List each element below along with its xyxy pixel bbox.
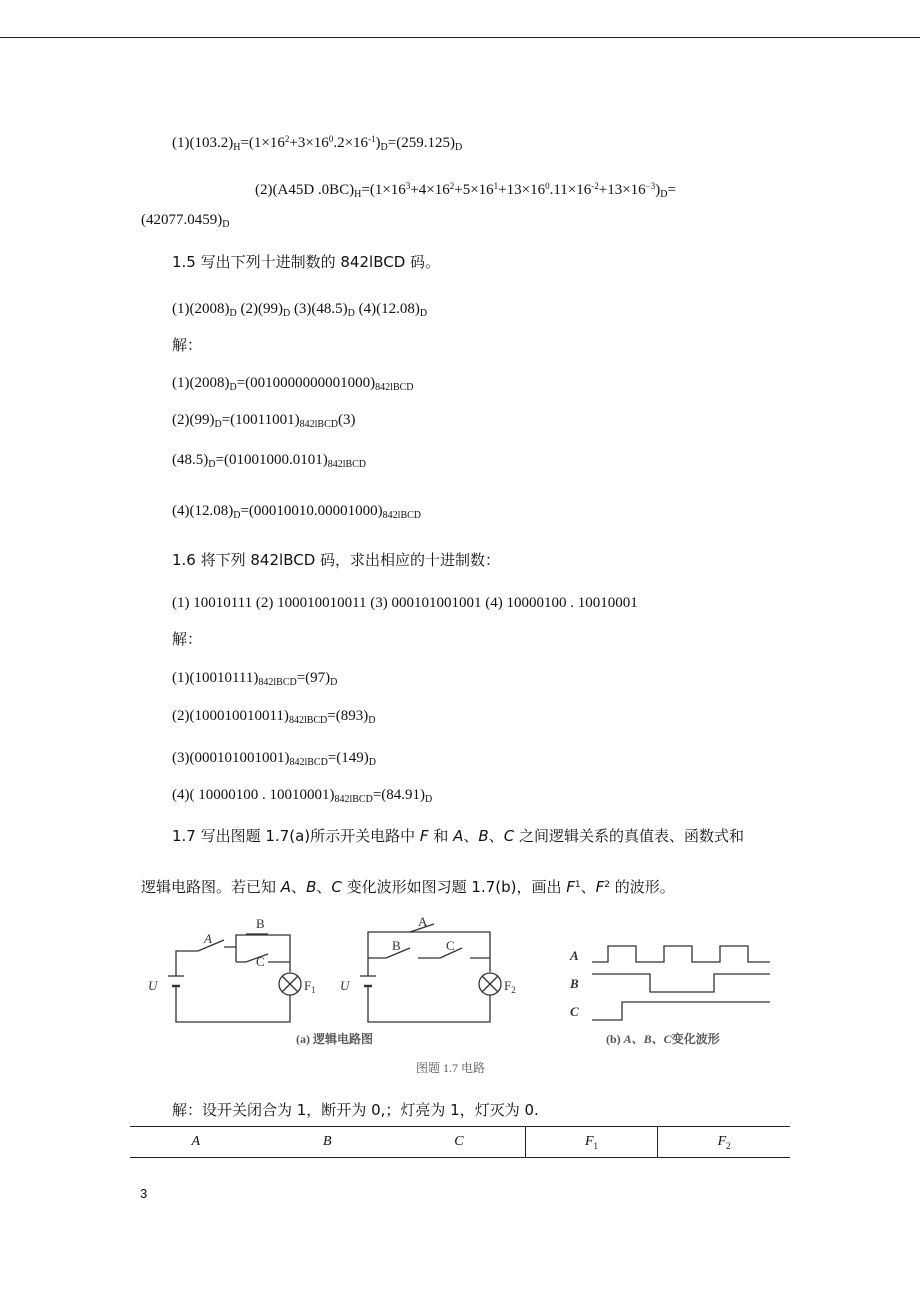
- truth-table: [130, 1126, 790, 1158]
- answer-1-5-3: $(48.5)_D=(01001000.0101)_{842lBCD}$: [172, 452, 367, 470]
- solution-1-7: 解：设开关闭合为 1，断开为 0,；灯亮为 1，灯灭为 0.: [172, 1101, 539, 1119]
- answer-1-5-4: $(4)(12.08)_D=(00010010.00001000)_{842lBCD}$: [172, 503, 422, 521]
- waveform-c: [592, 1002, 770, 1020]
- wire-b-outer: [368, 932, 490, 972]
- question-1-6: 1.6 将下列 842lBCD 码，求出相应的十进制数：: [172, 551, 501, 569]
- question-1-7-line-1: 1.7 写出图题 1.7(a)所示开关电路中 F 和 A、B、C 之间逻辑关系的真值表、函数式和: [172, 827, 744, 845]
- wire-a-top-left: [176, 951, 198, 972]
- page-number: 3: [140, 1186, 148, 1201]
- col-a: A: [130, 1127, 262, 1158]
- label-switch-c2: C: [446, 938, 455, 953]
- solution-label-1: 解：: [172, 336, 203, 354]
- waveform-a: [592, 946, 770, 962]
- label-u1: U: [148, 978, 158, 993]
- question-1-5-items: $(1)(2008)_D$ $(2)(99)_D$ $(3)(48.5)_D$ $(4)(12.08)_D$: [172, 301, 428, 319]
- answer-1-5-1: $(1)(2008)_D=(0010000000001000)_{842lBCD}$: [172, 375, 414, 393]
- label-switch-a: A: [204, 931, 212, 946]
- line-hex-2-result: $(42077.0459)_D$: [141, 212, 230, 230]
- wave-label-a: A: [570, 948, 579, 963]
- answer-1-5-2: $(2)(99)_D=(10011001)_{842lBCD}(3)$: [172, 412, 356, 430]
- caption-a: (a) 逻辑电路图: [296, 1032, 373, 1046]
- col-c: C: [393, 1127, 525, 1158]
- col-b: B: [262, 1127, 394, 1158]
- question-1-5: 1.5 写出下列十进制数的 842lBCD 码。: [172, 253, 441, 271]
- answer-1-6-1: $(1)(10010111)_{842lBCD}=(97)_D$: [172, 670, 338, 688]
- label-switch-b2: B: [392, 938, 401, 953]
- wave-label-c: C: [570, 1004, 579, 1019]
- figure-1-7: [140, 910, 800, 1080]
- figure-caption: 图题 1.7 电路: [416, 1061, 486, 1075]
- answer-1-6-2: $(2)(100010010011)_{842lBCD}=(893)_D$: [172, 708, 376, 726]
- wire-a-bottom: [176, 994, 290, 1022]
- col-f2: $F_2$: [658, 1127, 790, 1158]
- question-1-6-items: (1) 10010111 (2) 100010010011 (3) 000101001001 (4) 10000100 . 10010001: [172, 595, 638, 611]
- label-switch-c: C: [256, 954, 265, 969]
- answer-1-6-3: $(3)(000101001001)_{842lBCD}=(149)_D$: [172, 750, 377, 768]
- caption-b: (b) A、B、C变化波形: [606, 1032, 720, 1046]
- solution-label-2: 解：: [172, 630, 203, 648]
- wave-label-b: B: [570, 976, 579, 991]
- label-f1: $F_1$: [304, 978, 316, 995]
- truth-table-header-row: [130, 1127, 790, 1158]
- label-f2: $F_2$: [504, 978, 516, 995]
- wire-b-bottom: [368, 994, 490, 1022]
- line-hex-2: (2)(A45D $.0BC)_H=(1\times 16^3+4\times 16^2+5\times 16^1+13\times 16^0.11\times 16^{-2}+13\times 16^{-3})_D=$: [255, 181, 676, 200]
- header-rule: [0, 37, 920, 38]
- question-1-7-line-2: 逻辑电路图。若已知 A、B、C 变化波形如图习题 1.7(b)，画出 $F^1$、$F^2$ 的波形。: [141, 878, 675, 896]
- circuit-b: [360, 924, 501, 1022]
- label-switch-a2: A: [418, 914, 428, 929]
- circuit-and-waveform-figure: [140, 910, 800, 1080]
- col-f1: $F_1$: [525, 1127, 658, 1158]
- waveform-b: [592, 974, 770, 992]
- waveforms-b: [592, 946, 770, 1020]
- label-switch-b: B: [256, 916, 265, 931]
- circuit-a: [168, 934, 301, 1022]
- line-hex-1: $(1)(103.2)_H=(1\times 16^2+3\times 16^0.2\times 16^{-1})_D=(259.125)_D$: [172, 134, 463, 153]
- answer-1-6-4: (4)( 10000100 . $10010001)_{842lBCD}=(84.91)_D$: [172, 787, 433, 805]
- label-u2: U: [340, 978, 350, 993]
